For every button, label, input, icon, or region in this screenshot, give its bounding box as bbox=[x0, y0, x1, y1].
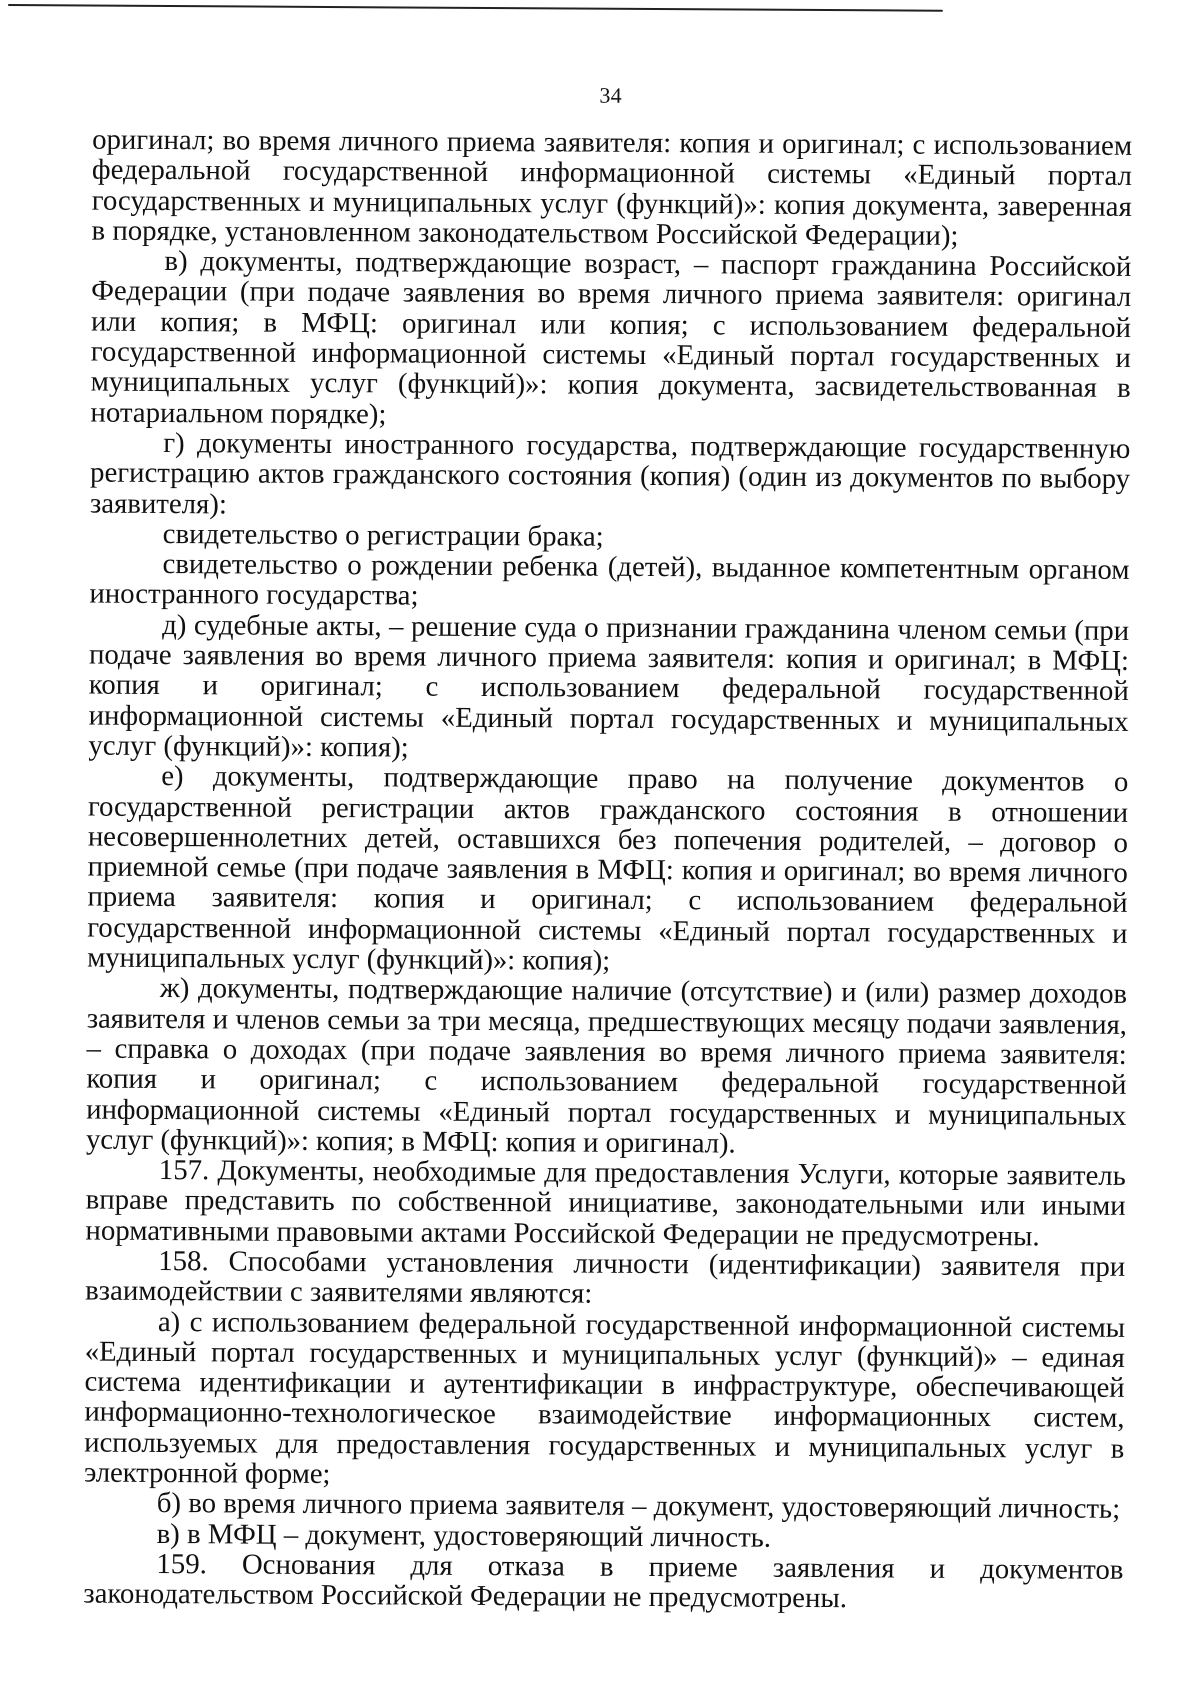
paragraph-item-g: г) документы иностранного государства, подтверждающие государственную регистрацию актов гражданского состояния (копия) (один из документов по выбору заявителя): bbox=[89, 426, 1131, 520]
paragraph-continuation: оригинал; во время личного приема заявителя: копия и оригинал; с использованием федеральной государственной информационной системы «Единый портал государственных и муниципальных услуг (функций)»: копия документа, заверенная в порядке, установленном законодательством Российской Федерации); bbox=[91, 123, 1133, 252]
paragraph-item-d: д) судебные акты, – решение суда о признании гражданина членом семьи (при подаче заявления во время личного приема заявителя: копия и оригинал; в МФЦ: копия и оригинал; с использованием федеральной государственной информационной системы «Единый портал государственных и муниципальных услуг (функций)»: копия); bbox=[88, 608, 1130, 764]
paragraph-item-zh: ж) документы, подтверждающие наличие (отсутствие) и (или) размер доходов заявителя и членов семьи за три месяца, предшествующих месяцу подачи заявления, – справка о доходах (при подаче заявления во время личного приема заявителя: копия и оригинал; с использованием федеральной государственной информационной системы «Единый портал государственных и муниципальных услуг (функций)»: копия; в МФЦ: копия и оригинал). bbox=[85, 972, 1128, 1160]
paragraph-158-a: а) с использованием федеральной государственной информационной системы «Единый портал государственных и муниципальных услуг (функций)» – единая система идентификации и аутентификации в инфраструктуре, обеспечивающей информационно-технологическое взаимодействие информационных систем, используемых для предоставления государственных и муниципальных услуг в электронной форме; bbox=[83, 1305, 1126, 1491]
paragraph-157: 157. Документы, необходимые для предоставления Услуги, которые заявитель вправе представить по собственной инициативе, законодательными или иными нормативными правовыми актами Российской Федерации не предусмотрены. bbox=[85, 1154, 1126, 1253]
top-border-line bbox=[8, 4, 943, 12]
paragraph-item-e: е) документы, подтверждающие право на получение документов о государственной регистрации актов гражданского состояния в отношении несовершеннолетних детей, оставшихся без попечения родителей, – договор о приемной семье (при подаче заявления в МФЦ: копия и оригинал; во время личного приема заявителя: копия и оригинал; с использованием федеральной государственной информационной системы «Единый портал государственных и муниципальных услуг (функций)»: копия); bbox=[87, 760, 1129, 977]
paragraph-159: 159. Основания для отказа в приеме заявления и документов законодательством Российской Федерации не предусмотрены. bbox=[83, 1547, 1124, 1615]
page-number: 34 bbox=[599, 82, 622, 108]
paragraph-item-v: в) документы, подтверждающие возраст, – паспорт гражданина Российской Федерации (при подаче заявления во время личного приема заявителя: оригинал или копия; в МФЦ: оригинал или копия; с использованием федеральной государственной информационной системы «Единый портал государственных и муниципальных услуг (функций)»: копия документа, засвидетельствованная в нотариальном порядке); bbox=[90, 245, 1132, 431]
paragraph-158-b: б) во время личного приема заявителя – документ, удостоверяющий личность; bbox=[156, 1487, 1121, 1526]
document-body bbox=[83, 125, 1132, 1616]
paragraph-birth-certificate: свидетельство о рождении ребенка (детей), выданное компетентным органом иностранного государства; bbox=[89, 548, 1130, 613]
paragraph-158: 158. Способами установления личности (идентификации) заявителя при взаимодействии с заявителями являются: bbox=[85, 1244, 1126, 1310]
paragraph-158-v: в) в МФЦ – документ, удостоверяющий личность. bbox=[156, 1517, 772, 1554]
paragraph-marriage-certificate: свидетельство о регистрации брака; bbox=[162, 517, 604, 553]
